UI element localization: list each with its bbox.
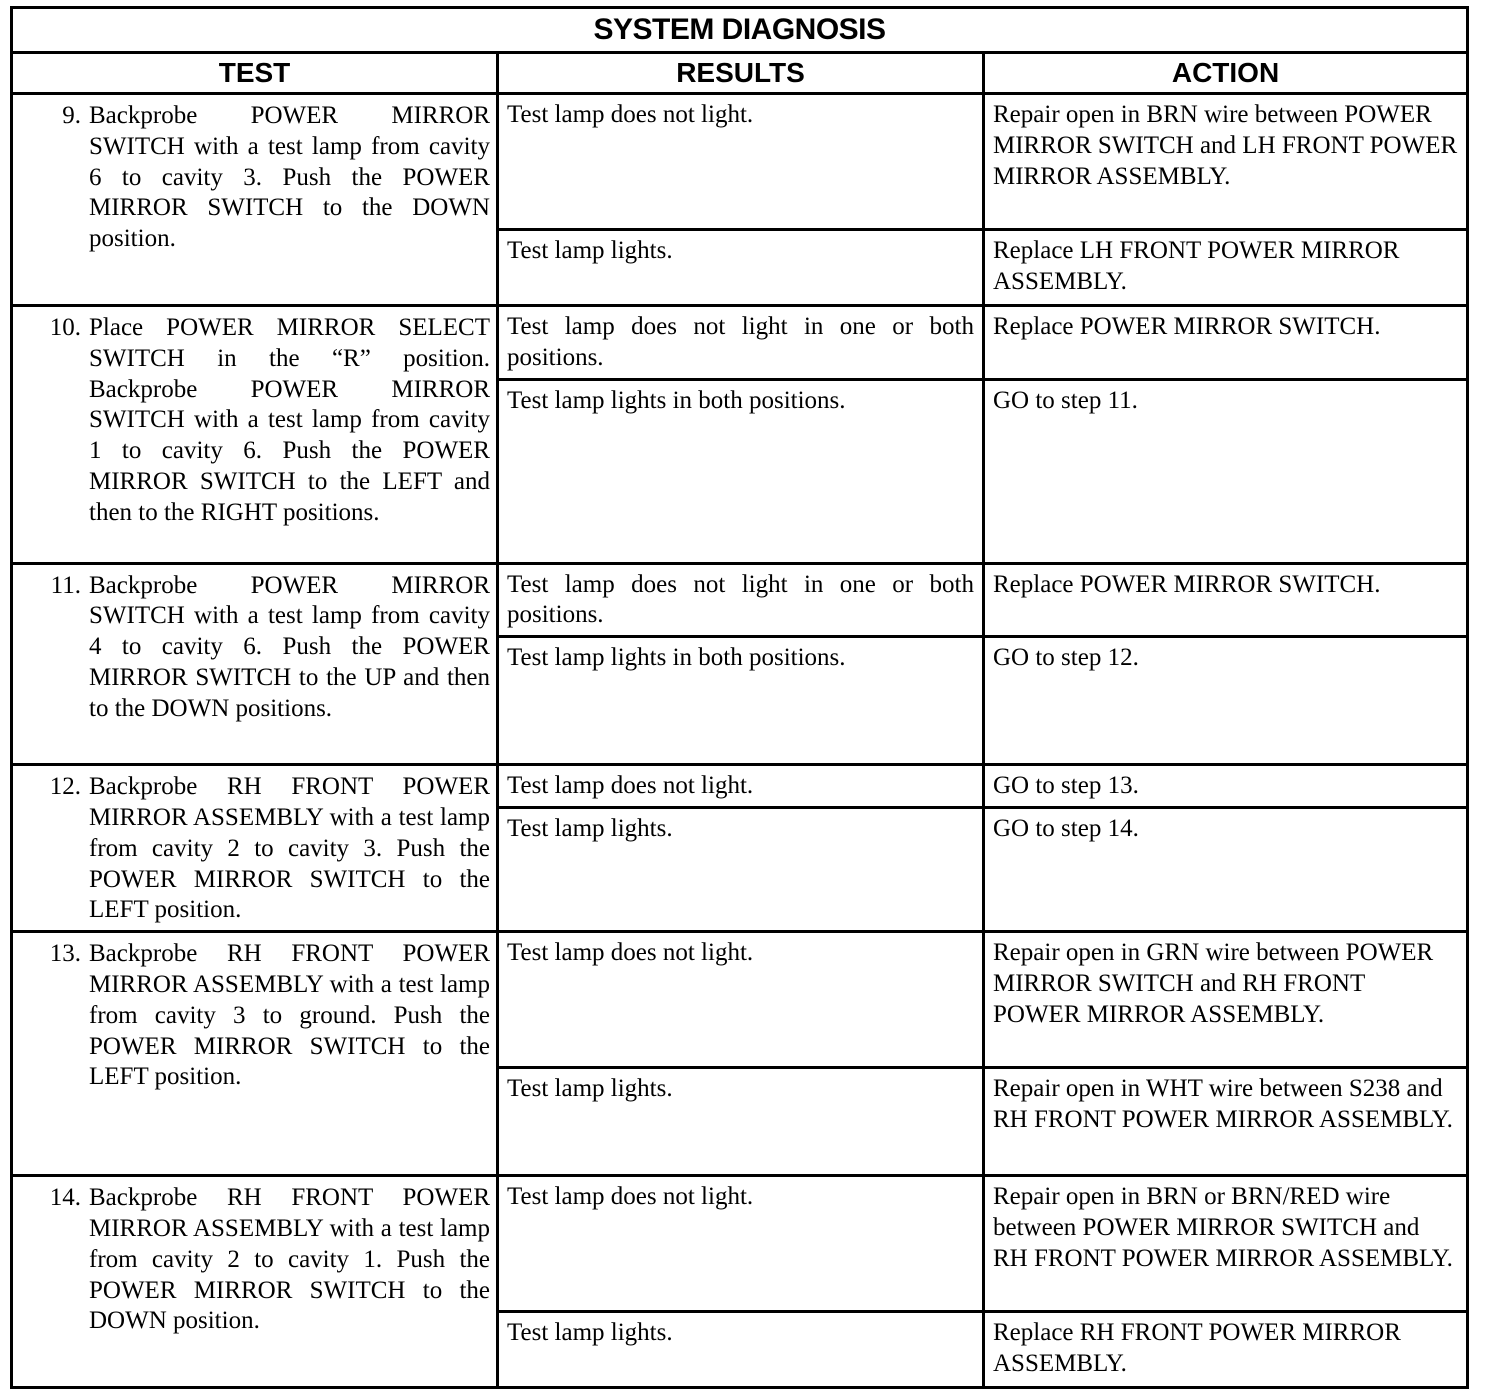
table-row <box>12 306 1468 380</box>
column-header-action: ACTION <box>984 53 1468 94</box>
table-row <box>12 765 1468 808</box>
result-cell: Test lamp does not light in one or both positions. <box>498 306 984 380</box>
result-cell: Test lamp does not light. <box>498 765 984 808</box>
table-row <box>12 1176 1468 1312</box>
action-cell: Replace POWER MIRROR SWITCH. <box>984 563 1468 637</box>
table-title: SYSTEM DIAGNOSIS <box>12 8 1468 53</box>
action-cell: Replace POWER MIRROR SWITCH. <box>984 306 1468 380</box>
action-cell: GO to step 13. <box>984 765 1468 808</box>
result-cell: Test lamp lights. <box>498 1312 984 1388</box>
step-number: 13. <box>49 940 81 968</box>
step-number: 14. <box>49 1184 81 1212</box>
diagnosis-sheet <box>10 6 1466 1389</box>
test-cell <box>12 765 498 932</box>
test-cell <box>12 932 498 1176</box>
action-cell: GO to step 12. <box>984 637 1468 765</box>
test-procedure: Place POWER MIRROR SELECT SWITCH in the “R” position. Backprobe POWER MIRROR SWITCH with a test lamp from cavity 1 to cavity 6. Push the POWER MIRROR SWITCH to the LEFT and then to the RIGHT positions. <box>89 314 490 526</box>
table-row <box>12 932 1468 1068</box>
action-cell: Repair open in WHT wire between S238 and RH FRONT POWER MIRROR ASSEMBLY. <box>984 1068 1468 1176</box>
result-cell: Test lamp does not light. <box>498 94 984 230</box>
step-number: 11. <box>50 571 81 599</box>
title-row <box>12 8 1468 53</box>
result-cell: Test lamp does not light. <box>498 1176 984 1312</box>
system-diagnosis-table <box>10 6 1469 1389</box>
test-procedure: Backprobe POWER MIRROR SWITCH with a test lamp from cavity 6 to cavity 3. Push the POWER MIRROR SWITCH to the DOWN position. <box>89 102 490 253</box>
test-cell <box>12 1176 498 1388</box>
action-cell: Replace RH FRONT POWER MIRROR ASSEMBLY. <box>984 1312 1468 1388</box>
result-cell: Test lamp lights. <box>498 808 984 932</box>
result-cell: Test lamp lights. <box>498 230 984 306</box>
column-header-row <box>12 53 1468 94</box>
result-cell: Test lamp lights. <box>498 1068 984 1176</box>
action-cell: GO to step 11. <box>984 379 1468 563</box>
step-number: 10. <box>49 314 81 341</box>
action-cell: Replace LH FRONT POWER MIRROR ASSEMBLY. <box>984 230 1468 306</box>
step-number: 12. <box>49 773 81 801</box>
column-header-test: TEST <box>12 53 498 94</box>
column-header-results: RESULTS <box>498 53 984 94</box>
test-procedure: Backprobe POWER MIRROR SWITCH with a test lamp from cavity 4 to cavity 6. Push the POWER MIRROR SWITCH to the UP and then to the DOWN positions. <box>89 571 490 722</box>
step-number: 9. <box>62 102 81 129</box>
table-row <box>12 94 1468 230</box>
action-cell: Repair open in BRN or BRN/RED wire between POWER MIRROR SWITCH and RH FRONT POWER MIRROR ASSEMBLY. <box>984 1176 1468 1312</box>
test-cell <box>12 563 498 765</box>
result-cell: Test lamp does not light. <box>498 932 984 1068</box>
action-cell: Repair open in GRN wire between POWER MIRROR SWITCH and RH FRONT POWER MIRROR ASSEMBLY. <box>984 932 1468 1068</box>
result-cell: Test lamp does not light in one or both positions. <box>498 563 984 637</box>
result-cell: Test lamp lights in both positions. <box>498 637 984 765</box>
table-row <box>12 563 1468 637</box>
test-procedure: Backprobe RH FRONT POWER MIRROR ASSEMBLY with a test lamp from cavity 2 to cavity 1. Push the POWER MIRROR SWITCH to the DOWN position. <box>89 1184 490 1335</box>
action-cell: GO to step 14. <box>984 808 1468 932</box>
test-cell <box>12 306 498 564</box>
test-cell <box>12 94 498 306</box>
test-procedure: Backprobe RH FRONT POWER MIRROR ASSEMBLY with a test lamp from cavity 2 to cavity 3. Push the POWER MIRROR SWITCH to the LEFT position. <box>89 773 490 924</box>
test-procedure: Backprobe RH FRONT POWER MIRROR ASSEMBLY with a test lamp from cavity 3 to ground. Push the POWER MIRROR SWITCH to the LEFT position. <box>89 940 490 1091</box>
action-cell: Repair open in BRN wire between POWER MIRROR SWITCH and LH FRONT POWER MIRROR ASSEMBLY. <box>984 94 1468 230</box>
result-cell: Test lamp lights in both positions. <box>498 379 984 563</box>
